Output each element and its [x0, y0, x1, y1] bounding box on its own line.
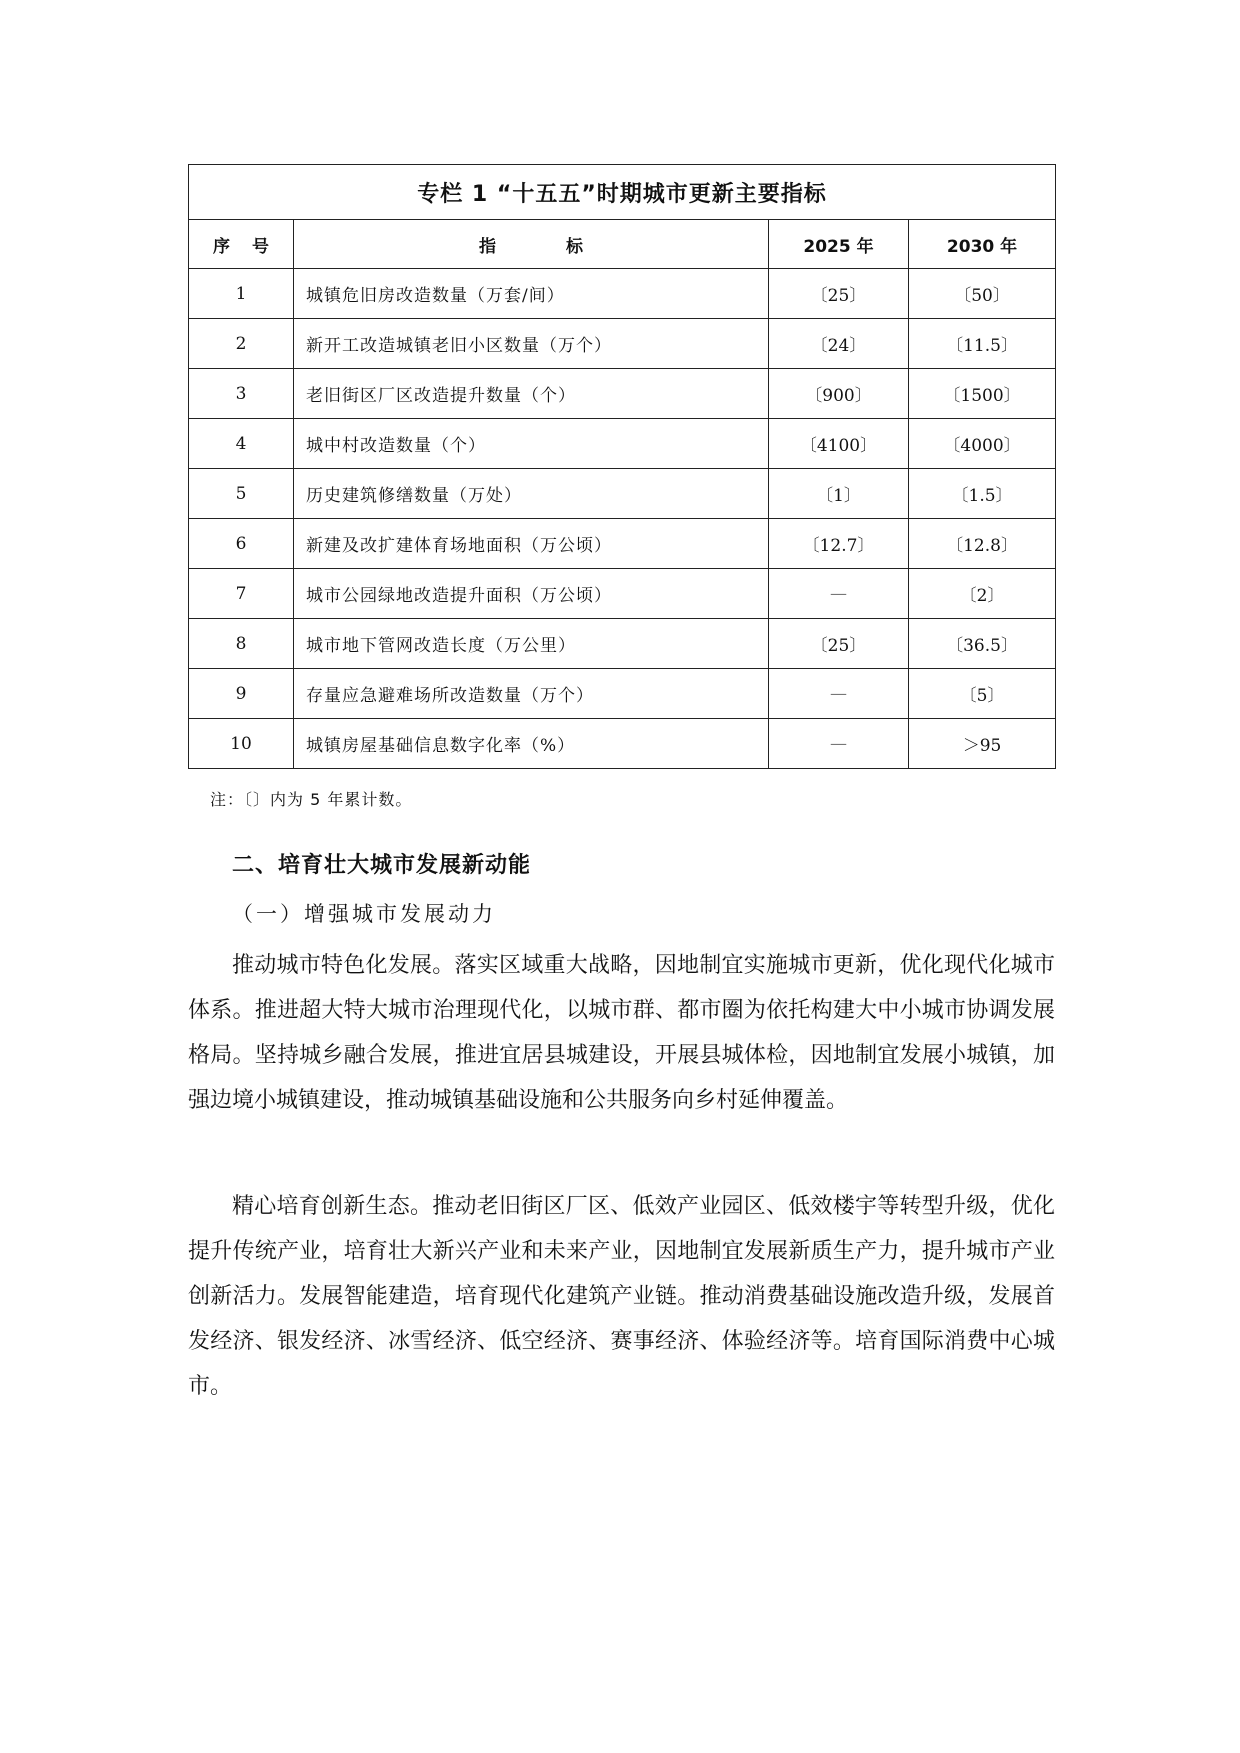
table-row — [189, 669, 1056, 719]
section-heading: 二、培育壮大城市发展新动能 — [232, 853, 532, 878]
table-caption-row — [189, 165, 1056, 220]
row-value-2030: 〔50〕 — [909, 269, 1056, 319]
row-value-2030: 〔5〕 — [909, 669, 1056, 719]
row-seq: 9 — [189, 669, 294, 719]
table-row — [189, 269, 1056, 319]
table-header-row — [189, 220, 1056, 269]
table-row — [189, 319, 1056, 369]
row-value-2030: 〔4000〕 — [909, 419, 1056, 469]
row-value-2025: — — [769, 719, 909, 769]
row-seq: 1 — [189, 269, 294, 319]
body-paragraph: 精心培育创新生态。推动老旧街区厂区、低效产业园区、低效楼宇等转型升级，优化提升传统产业，培育壮大新兴产业和未来产业，因地制宜发展新质生产力，提升城市产业创新活力。发展智能建造，培育现代化建筑产业链。推动消费基础设施改造升级，发展首发经济、银发经济、冰雪经济、低空经济、赛事经济、体验经济等。培育国际消费中心城市。 — [188, 1194, 1055, 1399]
row-indicator: 历史建筑修缮数量（万处） — [294, 469, 769, 519]
row-indicator: 新建及改扩建体育场地面积（万公顷） — [294, 519, 769, 569]
table-caption: 专栏 1 “十五五”时期城市更新主要指标 — [189, 165, 1056, 220]
table-row — [189, 619, 1056, 669]
table-row — [189, 369, 1056, 419]
row-seq: 2 — [189, 319, 294, 369]
row-indicator: 老旧街区厂区改造提升数量（个） — [294, 369, 769, 419]
row-seq: 7 — [189, 569, 294, 619]
row-value-2025: 〔25〕 — [769, 269, 909, 319]
row-seq: 6 — [189, 519, 294, 569]
row-seq: 5 — [189, 469, 294, 519]
row-value-2030: 〔2〕 — [909, 569, 1056, 619]
row-value-2030: 〔1.5〕 — [909, 469, 1056, 519]
row-indicator: 城市公园绿地改造提升面积（万公顷） — [294, 569, 769, 619]
row-value-2025: 〔12.7〕 — [769, 519, 909, 569]
row-indicator: 城市地下管网改造长度（万公里） — [294, 619, 769, 669]
row-value-2025: 〔25〕 — [769, 619, 909, 669]
row-indicator: 城镇危旧房改造数量（万套/间） — [294, 269, 769, 319]
row-value-2025: 〔1〕 — [769, 469, 909, 519]
row-indicator: 存量应急避难场所改造数量（万个） — [294, 669, 769, 719]
row-value-2030: 〔36.5〕 — [909, 619, 1056, 669]
row-value-2025: — — [769, 669, 909, 719]
section-subheading: （一）增强城市发展动力 — [232, 902, 496, 926]
row-indicator: 城中村改造数量（个） — [294, 419, 769, 469]
row-value-2025: 〔24〕 — [769, 319, 909, 369]
table-row — [189, 519, 1056, 569]
row-seq: 8 — [189, 619, 294, 669]
table-row — [189, 569, 1056, 619]
row-seq: 10 — [189, 719, 294, 769]
table-row — [189, 719, 1056, 769]
row-indicator: 城镇房屋基础信息数字化率（%） — [294, 719, 769, 769]
row-value-2025: 〔4100〕 — [769, 419, 909, 469]
row-value-2030: 〔11.5〕 — [909, 319, 1056, 369]
table-note: 注：〔〕内为 5 年累计数。 — [210, 790, 413, 809]
header-seq: 序号 — [189, 220, 294, 269]
header-2030: 2030 年 — [909, 220, 1056, 269]
row-value-2025: — — [769, 569, 909, 619]
row-value-2030: 〔12.8〕 — [909, 519, 1056, 569]
row-value-2030: 〔1500〕 — [909, 369, 1056, 419]
body-paragraph: 推动城市特色化发展。落实区域重大战略，因地制宜实施城市更新，优化现代化城市体系。推进超大特大城市治理现代化，以城市群、都市圈为依托构建大中小城市协调发展格局。坚持城乡融合发展，推进宜居县城建设，开展县城体检，因地制宜发展小城镇，加强边境小城镇建设，推动城镇基础设施和公共服务向乡村延伸覆盖。 — [188, 953, 1055, 1113]
indicator-table — [188, 164, 1056, 769]
row-seq: 4 — [189, 419, 294, 469]
header-indicator: 指标 — [294, 220, 769, 269]
table-row — [189, 469, 1056, 519]
table-row — [189, 419, 1056, 469]
header-2025: 2025 年 — [769, 220, 909, 269]
row-indicator: 新开工改造城镇老旧小区数量（万个） — [294, 319, 769, 369]
row-value-2025: 〔900〕 — [769, 369, 909, 419]
row-seq: 3 — [189, 369, 294, 419]
row-value-2030: ＞95 — [909, 719, 1056, 769]
